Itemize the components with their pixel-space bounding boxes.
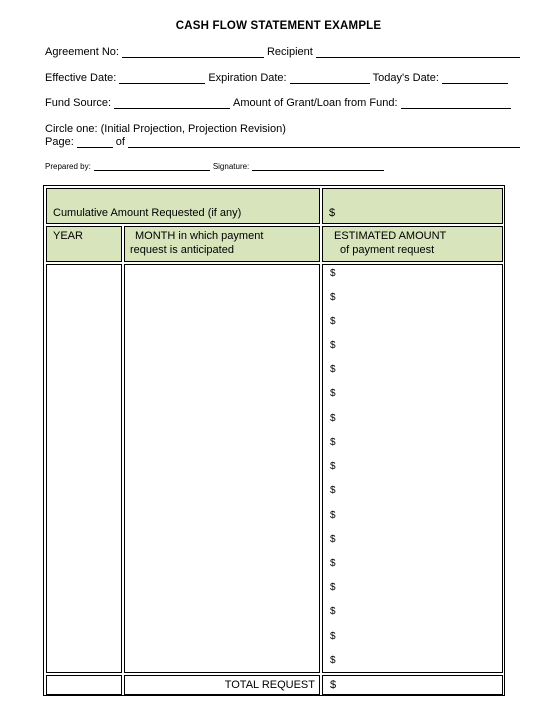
estimated-header-line1: ESTIMATED AMOUNT (334, 230, 447, 242)
amount-grant-field[interactable] (401, 98, 511, 109)
amount-dollar-4: $ (330, 340, 336, 351)
estimated-header-line2: of payment request (340, 244, 435, 256)
dates-row (45, 72, 511, 84)
expiration-date-label: Expiration Date: (208, 72, 287, 84)
amount-dollar-9: $ (330, 461, 336, 472)
cash-flow-table (43, 185, 505, 696)
fund-source-label: Fund Source: (45, 97, 112, 109)
fund-source-field[interactable] (114, 98, 230, 109)
page-row (45, 136, 523, 148)
amount-dollar-5: $ (330, 364, 336, 375)
cumulative-value-cell[interactable] (322, 188, 503, 224)
estimated-header-cell (322, 226, 503, 262)
todays-date-field[interactable] (442, 73, 508, 84)
form-title: CASH FLOW STATEMENT EXAMPLE (175, 20, 382, 32)
effective-date-field[interactable] (119, 73, 205, 84)
circle-one-text: Circle one: (Initial Projection, Projection Revision) (45, 123, 286, 135)
amount-dollar-6: $ (330, 388, 336, 399)
todays-date-label: Today's Date: (372, 72, 439, 84)
amount-grant-label: Amount of Grant/Loan from Fund: (233, 97, 398, 109)
prepared-row (45, 162, 387, 171)
amount-dollar-7: $ (330, 413, 336, 424)
amount-dollar-16: $ (330, 631, 336, 642)
total-label-cell (124, 675, 320, 695)
amount-dollar-13: $ (330, 558, 336, 569)
amount-dollar-3: $ (330, 316, 336, 327)
agreement-label: Agreement No: (45, 46, 119, 58)
year-header: YEAR (53, 230, 83, 242)
month-header-line1: MONTH in which payment (135, 230, 264, 242)
circle-one-row (45, 123, 286, 135)
page-total-field[interactable] (128, 137, 520, 148)
cumulative-label-cell (46, 188, 320, 224)
year-header-cell (46, 226, 122, 262)
signature-label: Signature: (212, 162, 250, 171)
month-column-body[interactable] (124, 264, 320, 673)
cumulative-label: Cumulative Amount Requested (if any) (53, 207, 242, 219)
total-request-label: TOTAL REQUEST (224, 679, 315, 691)
total-blank-cell (46, 675, 122, 695)
amount-dollar-2: $ (330, 292, 336, 303)
month-header-line2: request is anticipated (130, 244, 234, 256)
amount-dollar-17: $ (330, 655, 336, 666)
fund-row (45, 97, 514, 109)
agreement-row (45, 46, 523, 58)
total-dollar: $ (330, 679, 337, 691)
of-label: of (115, 136, 125, 148)
agreement-field[interactable] (122, 47, 264, 58)
prepared-by-field[interactable] (94, 162, 210, 171)
amount-dollar-1: $ (330, 268, 336, 279)
year-column-body[interactable] (46, 264, 122, 673)
page-field[interactable] (77, 137, 113, 148)
page-label: Page: (45, 136, 74, 148)
amount-dollar-12: $ (330, 534, 336, 545)
cumulative-dollar: $ (329, 207, 336, 219)
recipient-label: Recipient (266, 46, 313, 58)
amount-dollar-14: $ (330, 582, 336, 593)
effective-date-label: Effective Date: (45, 72, 117, 84)
amount-dollar-10: $ (330, 485, 336, 496)
estimated-column-body[interactable] (322, 264, 503, 673)
month-header-cell (124, 226, 320, 262)
expiration-date-field[interactable] (290, 73, 370, 84)
amount-dollar-8: $ (330, 437, 336, 448)
prepared-by-label: Prepared by: (45, 162, 91, 171)
amount-dollar-15: $ (330, 606, 336, 617)
total-value-cell[interactable] (322, 675, 503, 695)
signature-field[interactable] (252, 162, 384, 171)
amount-dollar-11: $ (330, 510, 336, 521)
recipient-field[interactable] (316, 47, 520, 58)
